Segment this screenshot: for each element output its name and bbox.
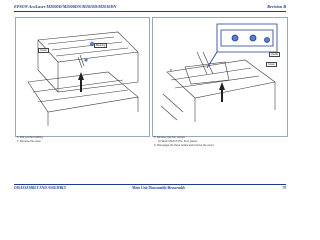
right-cover-callout: Cover <box>268 63 275 66</box>
right-step-8: 8. Remove the four screws. <box>154 136 186 139</box>
left-step-7: 7. Remove the cover. <box>17 140 42 143</box>
left-cover-callout: Cover <box>40 49 47 52</box>
footer-rule <box>14 184 286 185</box>
left-printer-illustration <box>18 22 145 130</box>
footer-chapter: DISASSEMBLY AND ASSEMBLY <box>14 186 67 190</box>
left-step-6: 6. Pull out the bushing. <box>17 136 44 139</box>
right-step-9: 9. Disengage the three hooks and remove the cover. <box>154 144 215 147</box>
header-revision: Revision B <box>267 4 286 9</box>
page-footer <box>14 184 286 196</box>
page-header <box>14 3 286 13</box>
header-title: EPSON AcuLaser M2000D/M2000DN/M2010D/M2010DN <box>14 4 117 9</box>
footer-page-number: 79 <box>282 186 286 190</box>
footer-section: Main Unit Disassembly/Reassembly <box>132 186 186 190</box>
right-step-8a: A) Silver M3x6 P-Tite: Four pieces <box>158 140 198 143</box>
header-rule <box>14 11 286 12</box>
right-label-b: B <box>170 68 172 72</box>
right-printer-illustration <box>155 22 283 130</box>
right-hooks-callout: Hooks <box>271 53 279 56</box>
left-bushing-callout: Bushing <box>96 44 106 47</box>
